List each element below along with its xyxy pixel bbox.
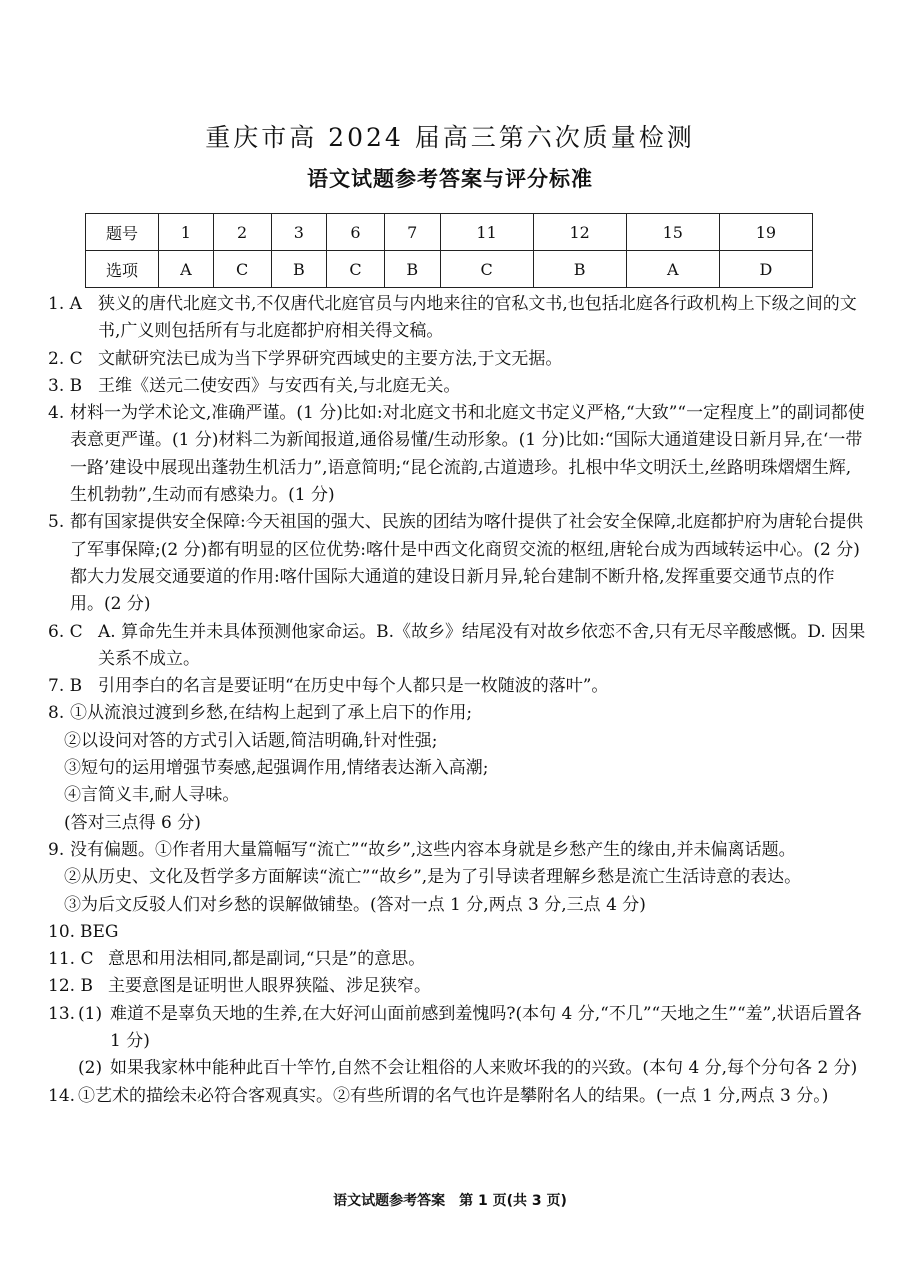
item-number: 1. A xyxy=(48,294,82,314)
question-number-row xyxy=(86,214,813,251)
item-line: ②以设问对答的方式引入话题,简洁明确,针对性强; xyxy=(64,730,438,751)
item-text: 材料一为学术论文,准确严谨。(1 分)比如:对北庭文书和北庭文书定义严格,“大致”“一定程度上”的副词都使表意更严谨。(1 分)材料二为新闻报道,通俗易懂/生动形象。(1 分)比如:“国际大通道建设日新月异,在‘一带一路’建设中展现出蓬勃生机活力”,语意简明;“昆仑流韵,古道遗珍。扎根中华文明沃土,丝路明珠熠熠生辉,生机勃勃”,生动而有感染力。(1 分) xyxy=(70,403,865,506)
item-text: BEG xyxy=(80,921,119,942)
item-line: ③短句的运用增强节奏感,起强调作用,情绪表达渐入高潮; xyxy=(64,758,489,779)
table-cell: 1 xyxy=(159,214,214,251)
item-number: 13. xyxy=(48,1003,76,1024)
answer-item xyxy=(48,1083,868,1110)
item-line: ④言简义丰,耐人寻味。 xyxy=(64,785,240,806)
answer-row xyxy=(86,251,813,288)
answer-item xyxy=(48,700,868,727)
item-text: 文献研究法已成为当下学界研究西域史的主要方法,于文无据。 xyxy=(98,348,563,369)
item-text: ①艺术的描绘未必符合客观真实。②有些所谓的名气也许是攀附名人的结果。(一点 1 分,两点 3 分。) xyxy=(78,1085,829,1106)
answer-item xyxy=(48,346,868,373)
table-cell: 11 xyxy=(440,214,533,251)
item-number: 2. C xyxy=(48,348,83,369)
item-text: 主要意图是证明世人眼界狭隘、涉足狭窄。 xyxy=(108,976,431,997)
sub-item-label: (1) xyxy=(78,1003,103,1024)
answer-item xyxy=(48,509,868,618)
item-text: A. 算命先生并未具体预测他家命运。B.《故乡》结尾没有对故乡依恋不舍,只有无尽辛酸感慨。D. 因果关系不成立。 xyxy=(98,621,866,669)
answer-item xyxy=(48,946,868,973)
sub-item-label: (2) xyxy=(78,1058,103,1079)
table-cell: 3 xyxy=(271,214,327,251)
item-line: ②从历史、文化及哲学多方面解读“流亡”“故乡”,是为了引导读者理解乡愁是流亡生活诗意的表达。 xyxy=(64,867,802,888)
table-cell: 2 xyxy=(213,214,271,251)
answer-item xyxy=(48,1001,868,1056)
item-text: 如果我家林中能种此百十竿竹,自然不会让粗俗的人来败坏我的的兴致。(本句 4 分,每个分句各 2 分) xyxy=(110,1058,858,1079)
table-cell: 12 xyxy=(533,214,626,251)
item-text: 都有国家提供安全保障:今天祖国的强大、民族的团结为喀什提供了社会安全保障,北庭都护府为唐轮台提供了军事保障;(2 分)都有明显的区位优势:喀什是中西文化商贸交流的枢纽,唐轮台成为西域转运中心。(2 分)都大力发展交通要道的作用:喀什国际大通道的建设日新月异,轮台建制不断升格,发挥重要交通节点的作用。(2 分) xyxy=(70,512,864,615)
answer-item xyxy=(48,1055,868,1082)
answer-body xyxy=(48,291,868,1110)
item-text: ①从流浪过渡到乡愁,在结构上起到了承上启下的作用; xyxy=(70,703,473,724)
item-text: 难道不是辜负天地的生养,在大好河山面前感到羞愧吗?(本句 4 分,“不几”“天地之生”“羞”,状语后置各 1 分) xyxy=(110,1003,862,1052)
answer-item xyxy=(48,619,868,674)
page-subtitle: 语文试题参考答案与评分标准 xyxy=(307,167,593,191)
table-cell: D xyxy=(719,251,812,288)
table-cell: C xyxy=(213,251,271,288)
table-cell: A xyxy=(626,251,719,288)
table-cell: B xyxy=(533,251,626,288)
answer-table xyxy=(85,213,813,288)
table-cell: 6 xyxy=(327,214,385,251)
answer-item xyxy=(48,837,868,864)
answer-item xyxy=(48,291,868,346)
item-text: 王维《送元二使安西》与安西有关,与北庭无关。 xyxy=(98,375,461,396)
table-cell: 7 xyxy=(384,214,440,251)
item-number: 3. B xyxy=(48,375,83,396)
item-number: 7. B xyxy=(48,676,83,697)
table-cell: 15 xyxy=(626,214,719,251)
item-number: 8. xyxy=(48,703,65,724)
item-number: 5. xyxy=(48,512,65,533)
table-cell: B xyxy=(271,251,327,288)
item-number: 6. C xyxy=(48,621,83,642)
item-text: 狭义的唐代北庭文书,不仅唐代北庭官员与内地来往的官私文书,也包括北庭各行政机构上下级之间的文书,广义则包括所有与北庭都护府相关得文稿。 xyxy=(98,294,857,342)
row-label: 题号 xyxy=(86,214,159,251)
table-cell: A xyxy=(159,251,214,288)
table-cell: C xyxy=(327,251,385,288)
item-number: 4. xyxy=(48,403,65,424)
answer-item xyxy=(48,919,868,946)
row-label: 选项 xyxy=(86,251,159,288)
table-cell: C xyxy=(440,251,533,288)
item-number: 10. xyxy=(48,921,76,942)
answer-item xyxy=(48,973,868,1000)
answer-item xyxy=(48,673,868,700)
item-number: 12. B xyxy=(48,976,93,997)
item-text: 意思和用法相同,都是副词,“只是”的意思。 xyxy=(108,949,426,970)
item-text: 引用李白的名言是要证明“在历史中每个人都只是一枚随波的落叶”。 xyxy=(98,676,609,697)
item-number: 9. xyxy=(48,839,65,860)
item-number: 14. xyxy=(48,1085,76,1106)
item-text: 没有偏题。①作者用大量篇幅写“流亡”“故乡”,这些内容本身就是乡愁产生的缘由,并未偏离话题。 xyxy=(70,839,796,860)
item-line: ③为后文反驳人们对乡愁的误解做铺垫。(答对一点 1 分,两点 3 分,三点 4 分) xyxy=(64,894,646,915)
answer-item xyxy=(48,400,868,509)
item-number: 11. C xyxy=(48,949,94,970)
scoring-note: (答对三点得 6 分) xyxy=(64,812,201,833)
page-footer: 语文试题参考答案 第 1 页(共 3 页) xyxy=(333,1193,567,1209)
table-cell: 19 xyxy=(719,214,812,251)
page-title: 重庆市高 2024 届高三第六次质量检测 xyxy=(205,123,695,152)
answer-item xyxy=(48,373,868,400)
table-cell: B xyxy=(384,251,440,288)
